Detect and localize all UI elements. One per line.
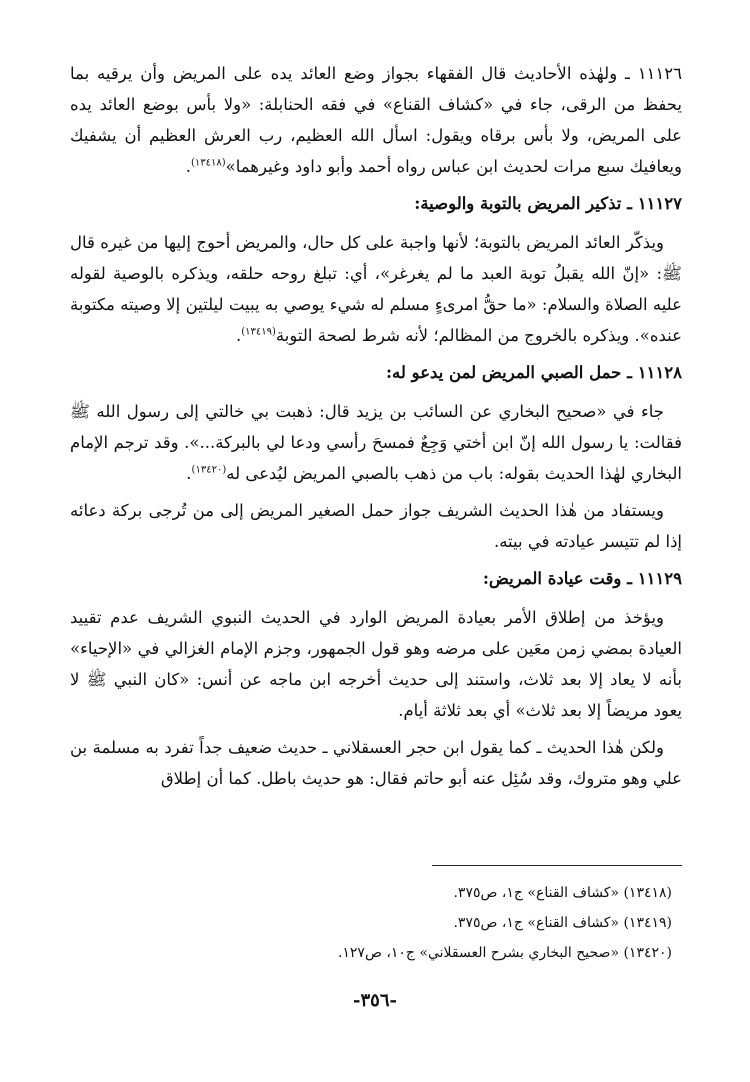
- footnote-13419: (١٣٤١٩) «كشاف القناع» ج١، ص٣٧٥.: [453, 915, 672, 931]
- paragraph-11127: [70, 227, 682, 351]
- page-number: -٣٥٦-: [353, 990, 397, 1011]
- paragraph-tail: .: [185, 157, 191, 176]
- footnotes: [70, 878, 682, 968]
- paragraph-tail: .: [236, 326, 242, 345]
- paragraph-text: ١١١٢٦ ـ ولهٰذه الأحاديث قال الفقهاء بجواز وضع العائد يده على المريض وأن يرقيه بما يحفظ من الرقى، جاء في «كشاف القناع» في فقه الحنابلة: «ولا بأس بوضع العائد يده على المريض، ولا بأس برقاه ويقول: اسأل الله العظيم، رب العرش العظيم أن يشفيك ويعافيك سبع مرات لحديث ابن عباس رواه أحمد وأبو داود وغيرهما»: [70, 64, 682, 176]
- paragraph-11129: ويؤخذ من إطلاق الأمر بعيادة المريض الوارد في الحديث النبوي الشريف عدم تقييد العيادة بمضي زمن معَين على مرضه وهو قول الجمهور، وجزم الإمام الغزالي في «الإحياء» بأنه لا يعاد إلا بعد ثلاث، واستند إلى حديث أخرجه ابن ماجه عن أنس: «كان النبي ﷺ لا يعود مريضاً إلا بعد ثلاث» أي بعد ثلاثة أيام.: [70, 608, 682, 720]
- section-heading-11127: ١١١٢٧ ـ تذكير المريض بالتوبة والوصية:: [414, 194, 682, 213]
- section-heading-11129: ١١١٢٩ ـ وقت عيادة المريض:: [482, 569, 682, 588]
- footnote-ref-13418: (١٣٤١٨): [190, 157, 226, 169]
- paragraph-text: جاء في «صحيح البخاري عن السائب بن يزيد قال: ذهبت بي خالتي إلى رسول الله ﷺ فقالت: يا رسول الله إنّ ابن أختي وَجِعٌ فمسحَ رأسي ودعا لي بالبركة...». وقد ترجم الإمام البخاري لهٰذا الحديث بقوله: باب من ذهب بالصبي المريض ليُدعى له: [70, 402, 682, 483]
- page-body: [70, 58, 682, 800]
- paragraph-11128-continued: ويستفاد من هٰذا الحديث الشريف جواز حمل الصغير المريض إلى من تُرجى بركة دعائه إذا لم تتيسر عيادته في بيته.: [70, 501, 682, 551]
- footnote-13420: (١٣٤٢٠) «صحيح البخاري بشرح العسقلاني» ج١٠، ص١٢٧.: [337, 945, 672, 961]
- paragraph-text: ويذكّر العائد المريض بالتوبة؛ لأنها واجبة على كل حال، والمريض أحوج إليها من غيره قال ﷺ: «إنّ الله يقبلُ توبة العبد ما لم يغرغر»، أي: تبلغ روحه حلقه، ويذكره بالوصية لقوله عليه الصلاة والسلام: «ما حقُّ امرىءٍ مسلم له شيء يوصي به يبيت ليلتين إلا وصيته مكتوبة عنده». ويذكره بالخروج من المظالم؛ لأنه شرط لصحة التوبة: [70, 233, 682, 345]
- footnote-divider: [432, 865, 682, 866]
- paragraph-tail: .: [186, 464, 192, 483]
- paragraph-11126: [70, 58, 682, 182]
- footnote-13418: (١٣٤١٨) «كشاف القناع» ج١، ص٣٧٥.: [453, 885, 672, 901]
- section-heading-11128: ١١١٢٨ ـ حمل الصبي المريض لمن يدعو له:: [385, 363, 682, 382]
- paragraph-11129-continued: ولكن هٰذا الحديث ـ كما يقول ابن حجر العسقلاني ـ حديث ضعيف جداً تفرد به مسلمة بن علي وهو متروك، وقد سُئِل عنه أبو حاتم فقال: هو حديث باطل. كما أن إطلاق: [70, 738, 682, 788]
- paragraph-11128: [70, 396, 682, 489]
- footnote-ref-13419: (١٣٤١٩): [241, 326, 276, 338]
- footnote-ref-13420: (١٣٤٢٠): [191, 464, 227, 476]
